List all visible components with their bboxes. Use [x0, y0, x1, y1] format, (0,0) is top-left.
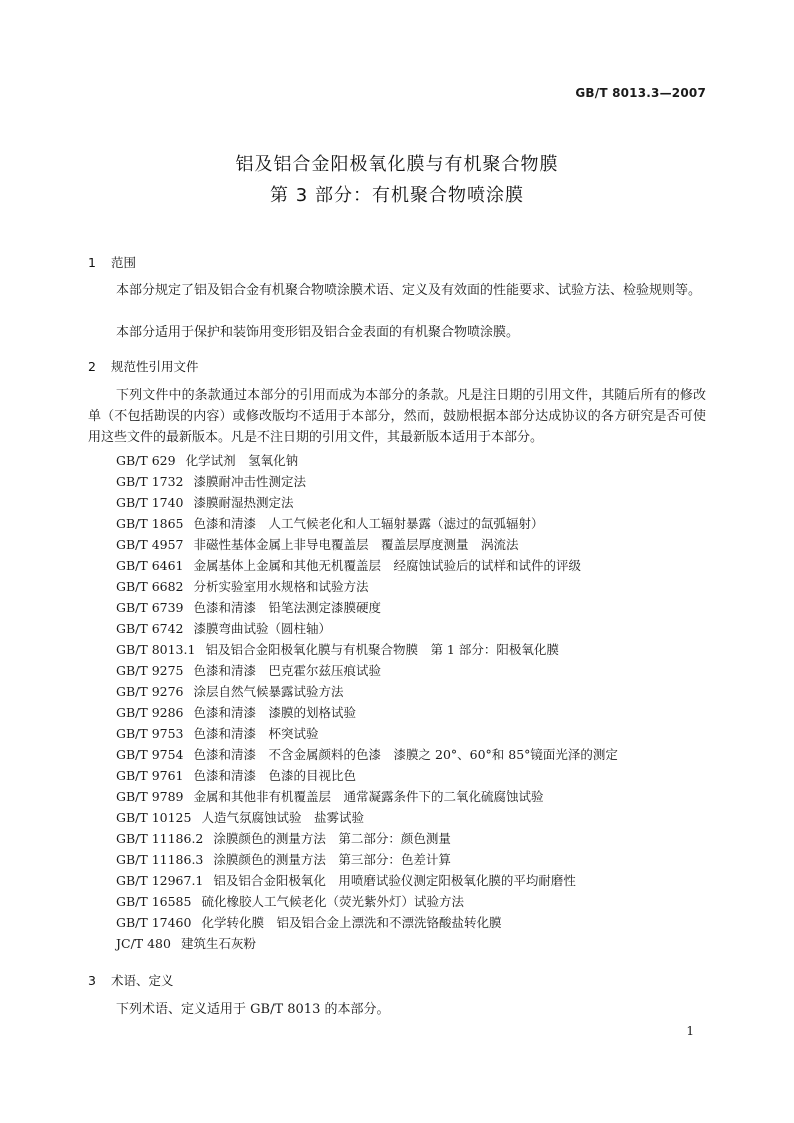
section-title: 规范性引用文件 [111, 359, 199, 374]
reference-title: 色漆和清漆 巴克霍尔兹压痕试验 [193, 663, 382, 678]
reference-item [116, 912, 618, 933]
section-title: 术语、定义 [111, 973, 174, 988]
reference-title: 漆膜弯曲试验（圆柱轴） [193, 621, 332, 636]
reference-code: GB/T 4957 [116, 537, 184, 552]
reference-code: GB/T 6461 [116, 558, 184, 573]
document-title-line2: 第 3 部分：有机聚合物喷涂膜 [270, 185, 524, 206]
reference-item [116, 513, 618, 534]
section-number: 1 [88, 255, 96, 270]
reference-title: 金属基体上金属和其他无机覆盖层 经腐蚀试验后的试样和试件的评级 [193, 558, 582, 573]
reference-code: GB/T 10125 [116, 810, 192, 825]
paragraph: 下列术语、定义适用于 GB/T 8013 的本部分。 [116, 1002, 390, 1017]
reference-title: 色漆和清漆 色漆的目视比色 [193, 768, 357, 783]
reference-code: GB/T 6739 [116, 600, 184, 615]
reference-item [116, 702, 618, 723]
reference-code: JC/T 480 [116, 936, 171, 951]
reference-title: 漆膜耐湿热测定法 [193, 495, 294, 510]
reference-title: 非磁性基体金属上非导电覆盖层 覆盖层厚度测量 涡流法 [193, 537, 519, 552]
reference-title: 色漆和清漆 铅笔法测定漆膜硬度 [193, 600, 382, 615]
reference-code: GB/T 11186.2 [116, 831, 204, 846]
reference-item [116, 597, 618, 618]
reference-item [116, 891, 618, 912]
section-number: 2 [88, 359, 96, 374]
reference-item [116, 534, 618, 555]
section-heading-1 [88, 253, 136, 271]
reference-item [116, 828, 618, 849]
reference-code: GB/T 17460 [116, 915, 192, 930]
document-title-line1: 铝及铝合金阳极氧化膜与有机聚合物膜 [235, 154, 559, 175]
reference-code: GB/T 1732 [116, 474, 184, 489]
reference-title: 漆膜耐冲击性测定法 [193, 474, 307, 489]
reference-title: 色漆和清漆 不含金属颜料的色漆 漆膜之 20°、60°和 85°镜面光泽的测定 [193, 747, 618, 762]
reference-code: GB/T 11186.3 [116, 852, 204, 867]
reference-title: 金属和其他非有机覆盖层 通常凝露条件下的二氧化硫腐蚀试验 [193, 789, 544, 804]
reference-item [116, 618, 618, 639]
reference-title: 铝及铝合金阳极氧化膜与有机聚合物膜 第 1 部分：阳极氧化膜 [205, 642, 559, 657]
reference-item [116, 471, 618, 492]
section-title: 范围 [111, 255, 137, 270]
reference-item [116, 555, 618, 576]
reference-title: 涂膜颜色的测量方法 第三部分：色差计算 [213, 852, 451, 867]
reference-item [116, 660, 618, 681]
reference-title: 色漆和清漆 漆膜的划格试验 [193, 705, 357, 720]
paragraph: 本部分规定了铝及铝合金有机聚合物喷涂膜术语、定义及有效面的性能要求、试验方法、检验规则等。 [116, 283, 702, 298]
reference-item [116, 450, 618, 471]
reference-item [116, 681, 618, 702]
reference-item [116, 786, 618, 807]
reference-title: 涂膜颜色的测量方法 第二部分：颜色测量 [213, 831, 451, 846]
page-number: 1 [686, 1024, 694, 1038]
reference-item [116, 723, 618, 744]
reference-title: 硫化橡胶人工气候老化（荧光紫外灯）试验方法 [201, 894, 464, 909]
reference-item [116, 807, 618, 828]
standard-code: GB/T 8013.3—2007 [575, 86, 706, 100]
reference-item [116, 576, 618, 597]
reference-code: GB/T 9754 [116, 747, 184, 762]
reference-title: 色漆和清漆 人工气候老化和人工辐射暴露（滤过的氙弧辐射） [193, 516, 544, 531]
reference-title: 建筑生石灰粉 [180, 936, 256, 951]
reference-item [116, 639, 618, 660]
reference-list [116, 450, 618, 954]
reference-item [116, 870, 618, 891]
reference-title: 化学试剂 氢氧化钠 [185, 453, 299, 468]
reference-code: GB/T 9761 [116, 768, 184, 783]
reference-title: 化学转化膜 铝及铝合金上漂洗和不漂洗铬酸盐转化膜 [201, 915, 502, 930]
reference-title: 色漆和清漆 杯突试验 [193, 726, 319, 741]
section-number: 3 [88, 973, 96, 988]
reference-code: GB/T 9286 [116, 705, 184, 720]
reference-item [116, 765, 618, 786]
reference-code: GB/T 1740 [116, 495, 184, 510]
reference-code: GB/T 9753 [116, 726, 184, 741]
reference-code: GB/T 8013.1 [116, 642, 196, 657]
reference-item [116, 849, 618, 870]
reference-item [116, 492, 618, 513]
reference-title: 人造气氛腐蚀试验 盐雾试验 [201, 810, 364, 825]
reference-title: 分析实验室用水规格和试验方法 [193, 579, 369, 594]
reference-code: GB/T 6682 [116, 579, 184, 594]
reference-code: GB/T 6742 [116, 621, 184, 636]
reference-code: GB/T 629 [116, 453, 176, 468]
reference-title: 涂层自然气候暴露试验方法 [193, 684, 344, 699]
reference-code: GB/T 16585 [116, 894, 192, 909]
reference-code: GB/T 9789 [116, 789, 184, 804]
paragraph: 下列文件中的条款通过本部分的引用而成为本部分的条款。凡是注日期的引用文件，其随后所有的修改单（不包括勘误的内容）或修改版均不适用于本部分，然而，鼓励根据本部分达成协议的各方研究是否可使用这些文件的最新版本。凡是不注日期的引用文件，其最新版本适用于本部分。 [88, 388, 706, 445]
paragraph: 本部分适用于保护和装饰用变形铝及铝合金表面的有机聚合物喷涂膜。 [116, 325, 520, 340]
reference-item [116, 744, 618, 765]
reference-code: GB/T 9275 [116, 663, 184, 678]
section-heading-3 [88, 971, 174, 989]
section-heading-2 [88, 357, 199, 375]
reference-item [116, 933, 618, 954]
reference-code: GB/T 1865 [116, 516, 184, 531]
reference-title: 铝及铝合金阳极氧化 用喷磨试验仪测定阳极氧化膜的平均耐磨性 [213, 873, 576, 888]
reference-code: GB/T 9276 [116, 684, 184, 699]
reference-code: GB/T 12967.1 [116, 873, 204, 888]
